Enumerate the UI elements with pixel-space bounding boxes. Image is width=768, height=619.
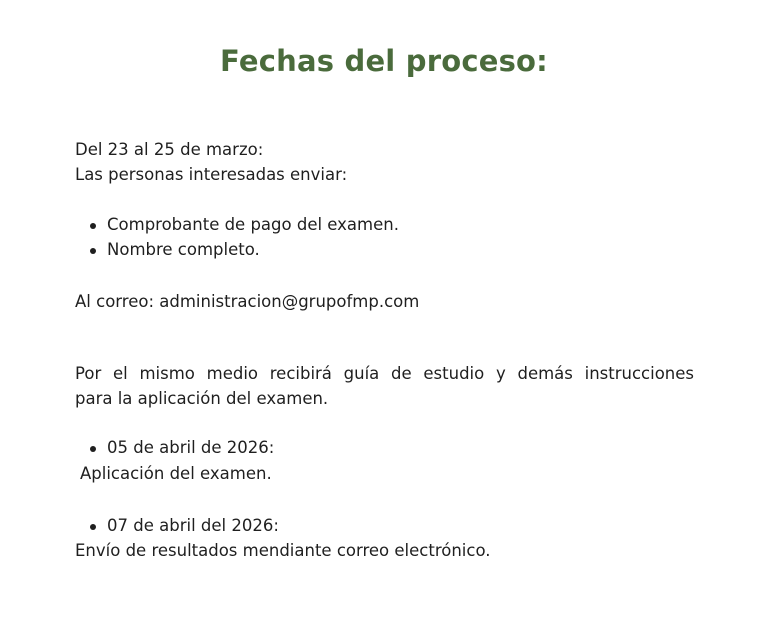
event-description: Aplicación del examen. (80, 464, 272, 483)
bullet-icon (90, 446, 96, 452)
list-item-text: Nombre completo. (107, 240, 260, 259)
intro-text: Las personas interesadas enviar: (75, 165, 348, 184)
event-description: Envío de resultados mendiante correo electrónico. (75, 541, 491, 560)
bullet-icon (90, 248, 96, 254)
date-range-text: Del 23 al 25 de marzo: (75, 140, 264, 159)
email-text: Al correo: administracion@grupofmp.com (75, 292, 420, 311)
bullet-icon (90, 223, 96, 229)
list-item-text: Comprobante de pago del examen. (107, 215, 399, 234)
paragraph-line: Por el mismo medio recibirá guía de estudio y demás instrucciones (75, 364, 694, 383)
page-title: Fechas del proceso: (220, 44, 548, 78)
bullet-icon (90, 524, 96, 530)
paragraph-line: para la aplicación del examen. (75, 389, 329, 408)
event-date: 05 de abril de 2026: (107, 438, 275, 457)
event-date: 07 de abril del 2026: (107, 516, 279, 535)
